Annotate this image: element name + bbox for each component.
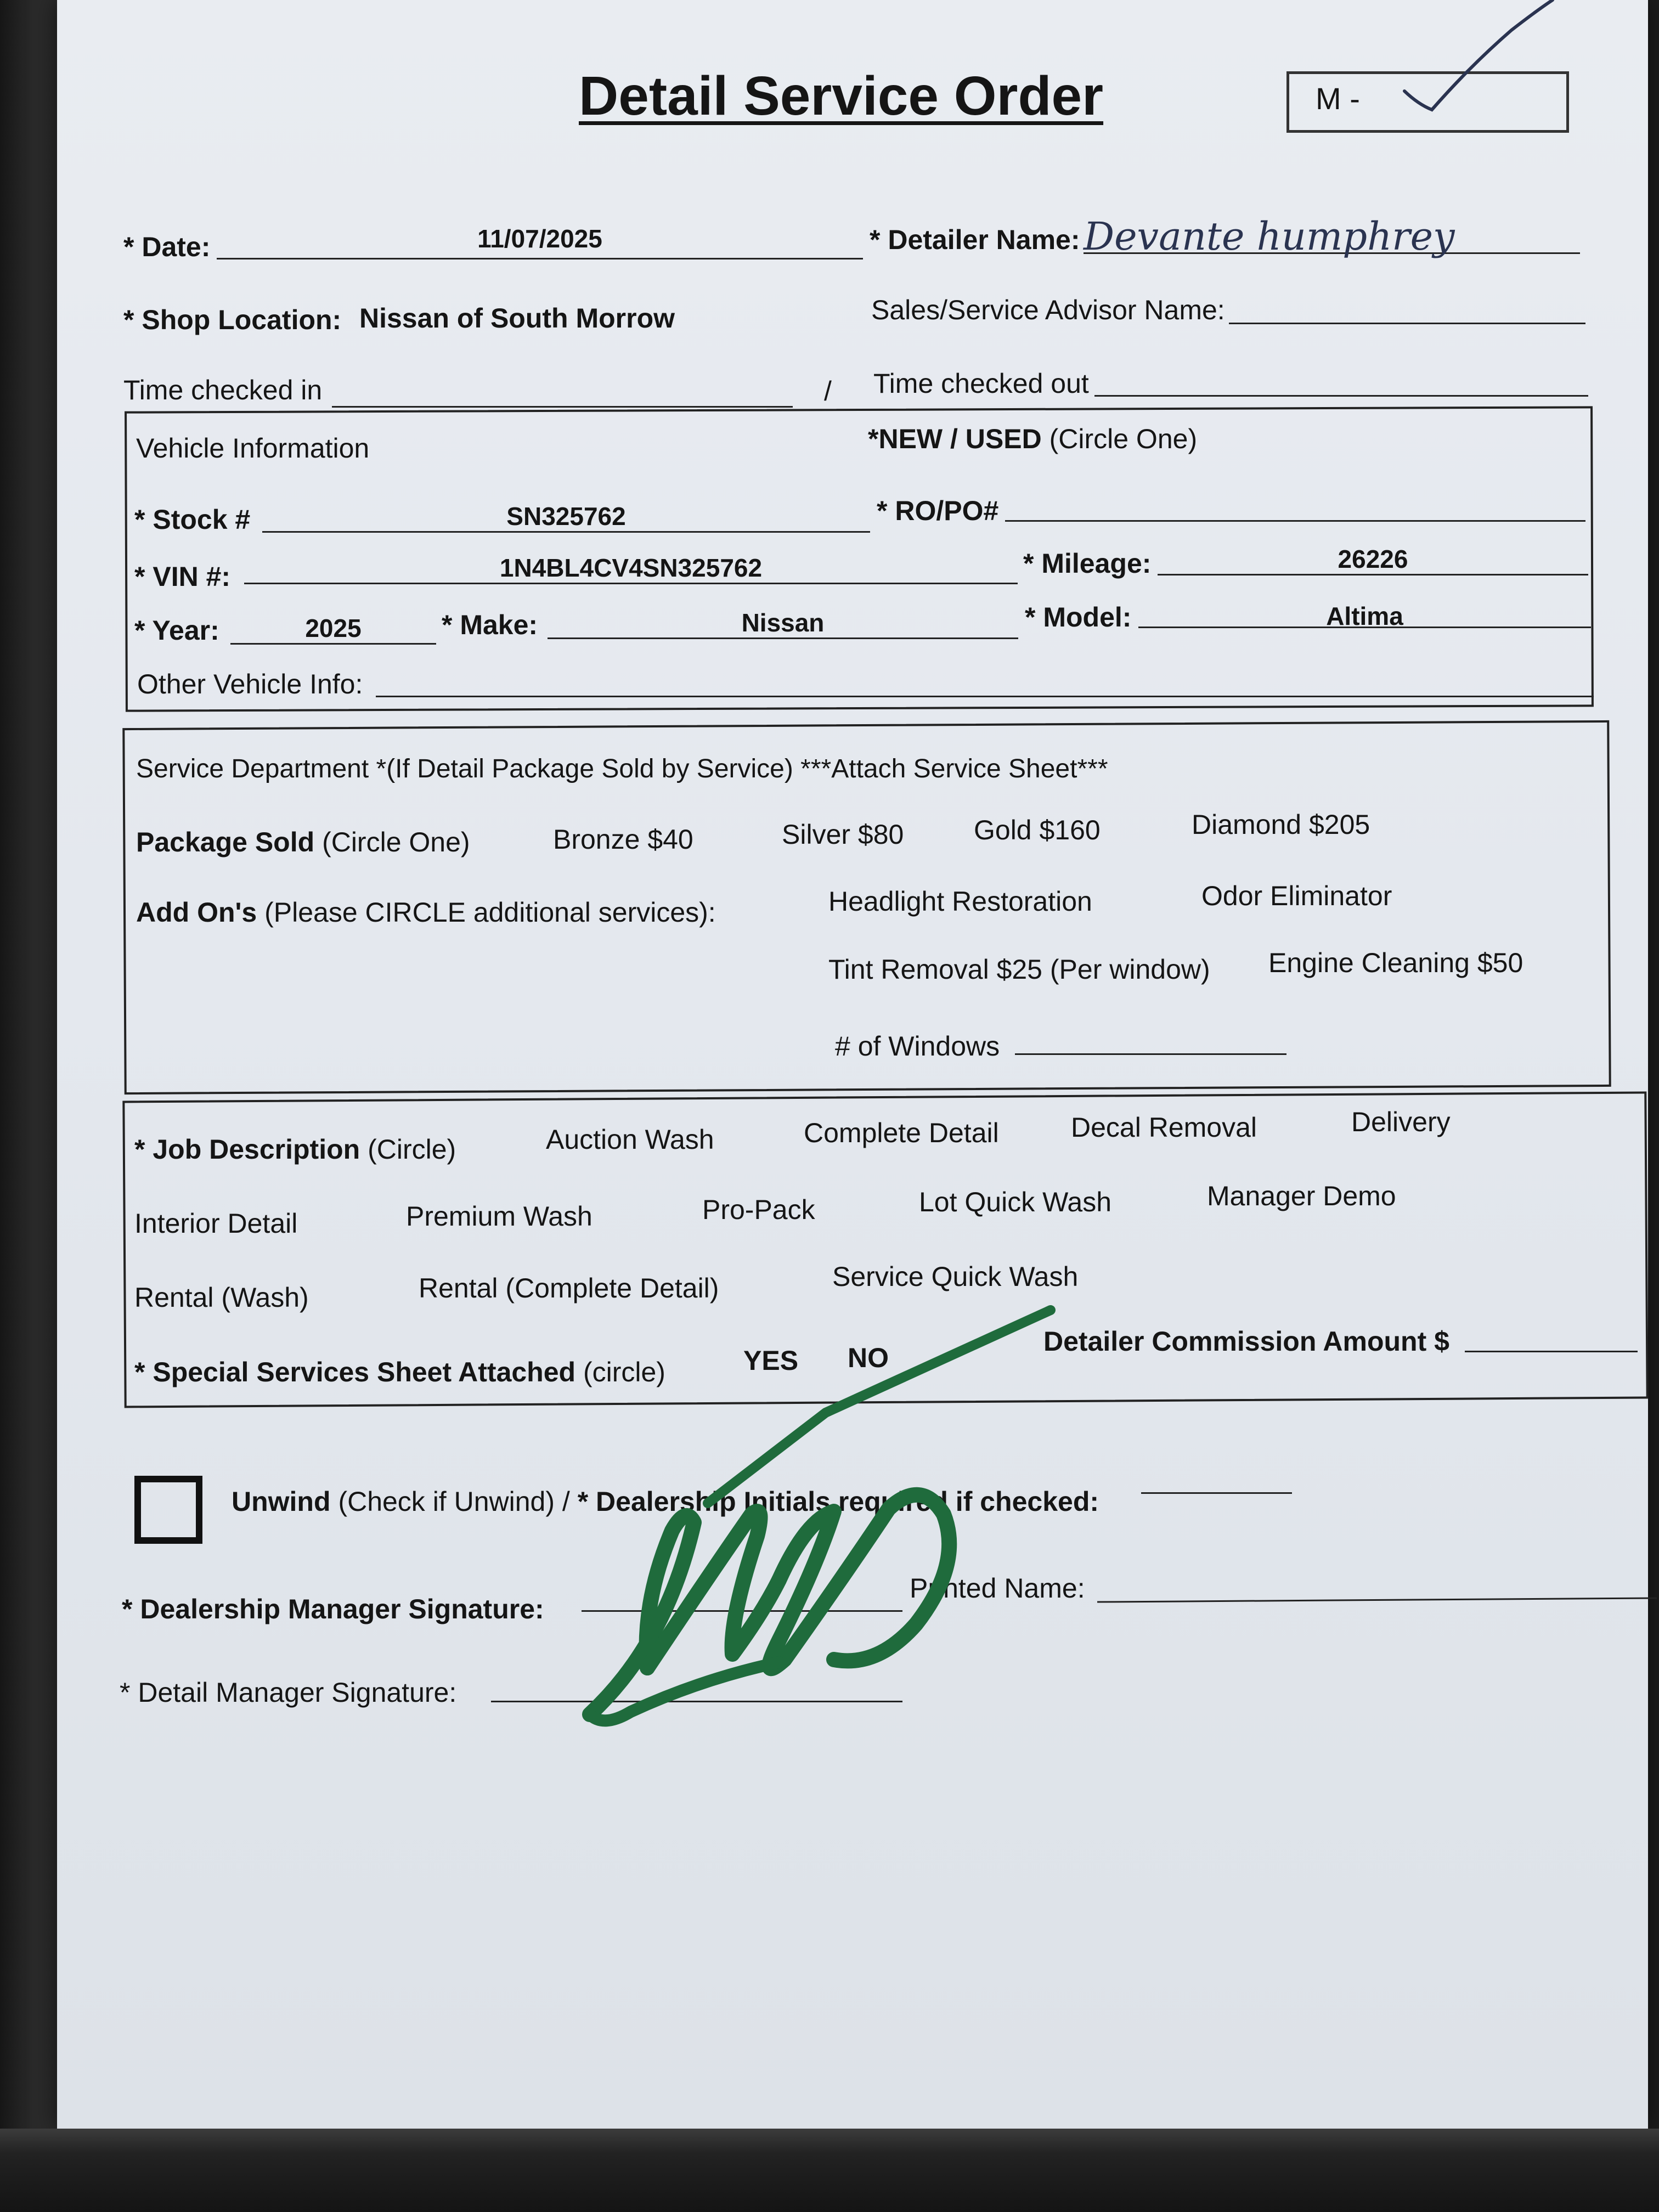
printed-name-label: Printed Name: xyxy=(910,1573,1085,1604)
package-gold[interactable]: Gold $160 xyxy=(974,815,1101,845)
model-label: * Model: xyxy=(1025,602,1132,633)
windows-label: # of Windows xyxy=(835,1031,1000,1062)
shop-location-label: * Shop Location: xyxy=(123,304,342,335)
other-vehicle-info-label: Other Vehicle Info: xyxy=(137,669,363,699)
new-used-label: *NEW / USED xyxy=(868,424,1042,454)
unwind-title: Unwind xyxy=(232,1486,331,1517)
addon-tint-removal[interactable]: Tint Removal $25 (Per window) xyxy=(828,954,1210,985)
addons-hint: (Please CIRCLE additional services): xyxy=(264,897,716,928)
job-complete-detail[interactable]: Complete Detail xyxy=(804,1118,999,1148)
job-interior-detail[interactable]: Interior Detail xyxy=(134,1208,298,1239)
shop-location-value: Nissan of South Morrow xyxy=(359,303,675,334)
addons-title: Add On's xyxy=(136,897,257,928)
job-pro-pack[interactable]: Pro-Pack xyxy=(702,1194,815,1225)
date-label: * Date: xyxy=(123,232,211,262)
special-services-title: * Special Services Sheet Attached xyxy=(134,1357,576,1387)
time-in-label: Time checked in xyxy=(123,375,323,405)
special-services-no[interactable]: NO xyxy=(848,1342,889,1373)
addon-odor-eliminator[interactable]: Odor Eliminator xyxy=(1201,881,1392,911)
vin-value: 1N4BL4CV4SN325762 xyxy=(499,554,763,582)
year-label: * Year: xyxy=(134,615,219,646)
make-label: * Make: xyxy=(442,610,538,640)
job-lot-quick-wash[interactable]: Lot Quick Wash xyxy=(919,1187,1112,1217)
package-sold-title: Package Sold xyxy=(136,827,315,857)
date-value: 11/07/2025 xyxy=(477,224,602,253)
form-title: Detail Service Order xyxy=(579,65,1104,127)
package-diamond[interactable]: Diamond $205 xyxy=(1192,809,1370,840)
special-services-hint: (circle) xyxy=(583,1357,665,1387)
model-value: Altima xyxy=(1326,602,1403,630)
commission-label: Detailer Commission Amount $ xyxy=(1043,1326,1449,1357)
job-rental-complete-detail[interactable]: Rental (Complete Detail) xyxy=(419,1273,719,1304)
job-description-hint: (Circle) xyxy=(368,1134,456,1165)
stock-label: * Stock # xyxy=(134,504,251,535)
special-services-yes[interactable]: YES xyxy=(743,1345,799,1376)
job-delivery[interactable]: Delivery xyxy=(1351,1107,1451,1137)
detail-manager-signature-label: * Detail Manager Signature: xyxy=(120,1677,457,1708)
signature-scribble-icon xyxy=(590,1310,1051,1720)
detailer-name-value: Devante humphrey xyxy=(1084,214,1455,259)
addon-headlight-restoration[interactable]: Headlight Restoration xyxy=(828,886,1092,917)
new-used-hint: (Circle One) xyxy=(1049,424,1198,454)
unwind-hint: (Check if Unwind) / xyxy=(338,1486,570,1517)
advisor-name-label: Sales/Service Advisor Name: xyxy=(871,295,1225,325)
job-service-quick-wash[interactable]: Service Quick Wash xyxy=(832,1261,1079,1292)
initials-label: * Dealership Initials required if checked: xyxy=(577,1486,1099,1517)
time-slash: / xyxy=(824,376,832,407)
checkmark-icon xyxy=(1404,0,1553,110)
package-sold-hint: (Circle One) xyxy=(322,827,470,857)
vehicle-info-heading: Vehicle Information xyxy=(136,433,370,464)
job-premium-wash[interactable]: Premium Wash xyxy=(406,1201,592,1232)
package-bronze[interactable]: Bronze $40 xyxy=(553,824,693,855)
dealership-manager-signature-label: * Dealership Manager Signature: xyxy=(122,1594,544,1624)
year-value: 2025 xyxy=(305,614,362,642)
mileage-value: 26226 xyxy=(1338,545,1408,573)
job-auction-wash[interactable]: Auction Wash xyxy=(546,1124,714,1155)
stock-value: SN325762 xyxy=(506,502,626,531)
addon-engine-cleaning[interactable]: Engine Cleaning $50 xyxy=(1268,947,1523,978)
package-silver[interactable]: Silver $80 xyxy=(782,819,904,850)
job-description-title: * Job Description xyxy=(134,1134,360,1165)
mileage-label: * Mileage: xyxy=(1023,548,1152,579)
service-department-heading: Service Department *(If Detail Package Sold by Service) ***Attach Service Sheet*** xyxy=(136,754,1108,783)
detailer-name-label: * Detailer Name: xyxy=(870,224,1080,255)
job-rental-wash[interactable]: Rental (Wash) xyxy=(134,1282,309,1313)
job-decal-removal[interactable]: Decal Removal xyxy=(1071,1112,1257,1143)
vin-label: * VIN #: xyxy=(134,561,231,592)
make-value: Nissan xyxy=(741,608,825,637)
m-number-label: M - xyxy=(1316,81,1360,116)
job-manager-demo[interactable]: Manager Demo xyxy=(1207,1181,1396,1211)
ro-po-label: * RO/PO# xyxy=(877,495,999,526)
time-out-label: Time checked out xyxy=(873,368,1089,399)
